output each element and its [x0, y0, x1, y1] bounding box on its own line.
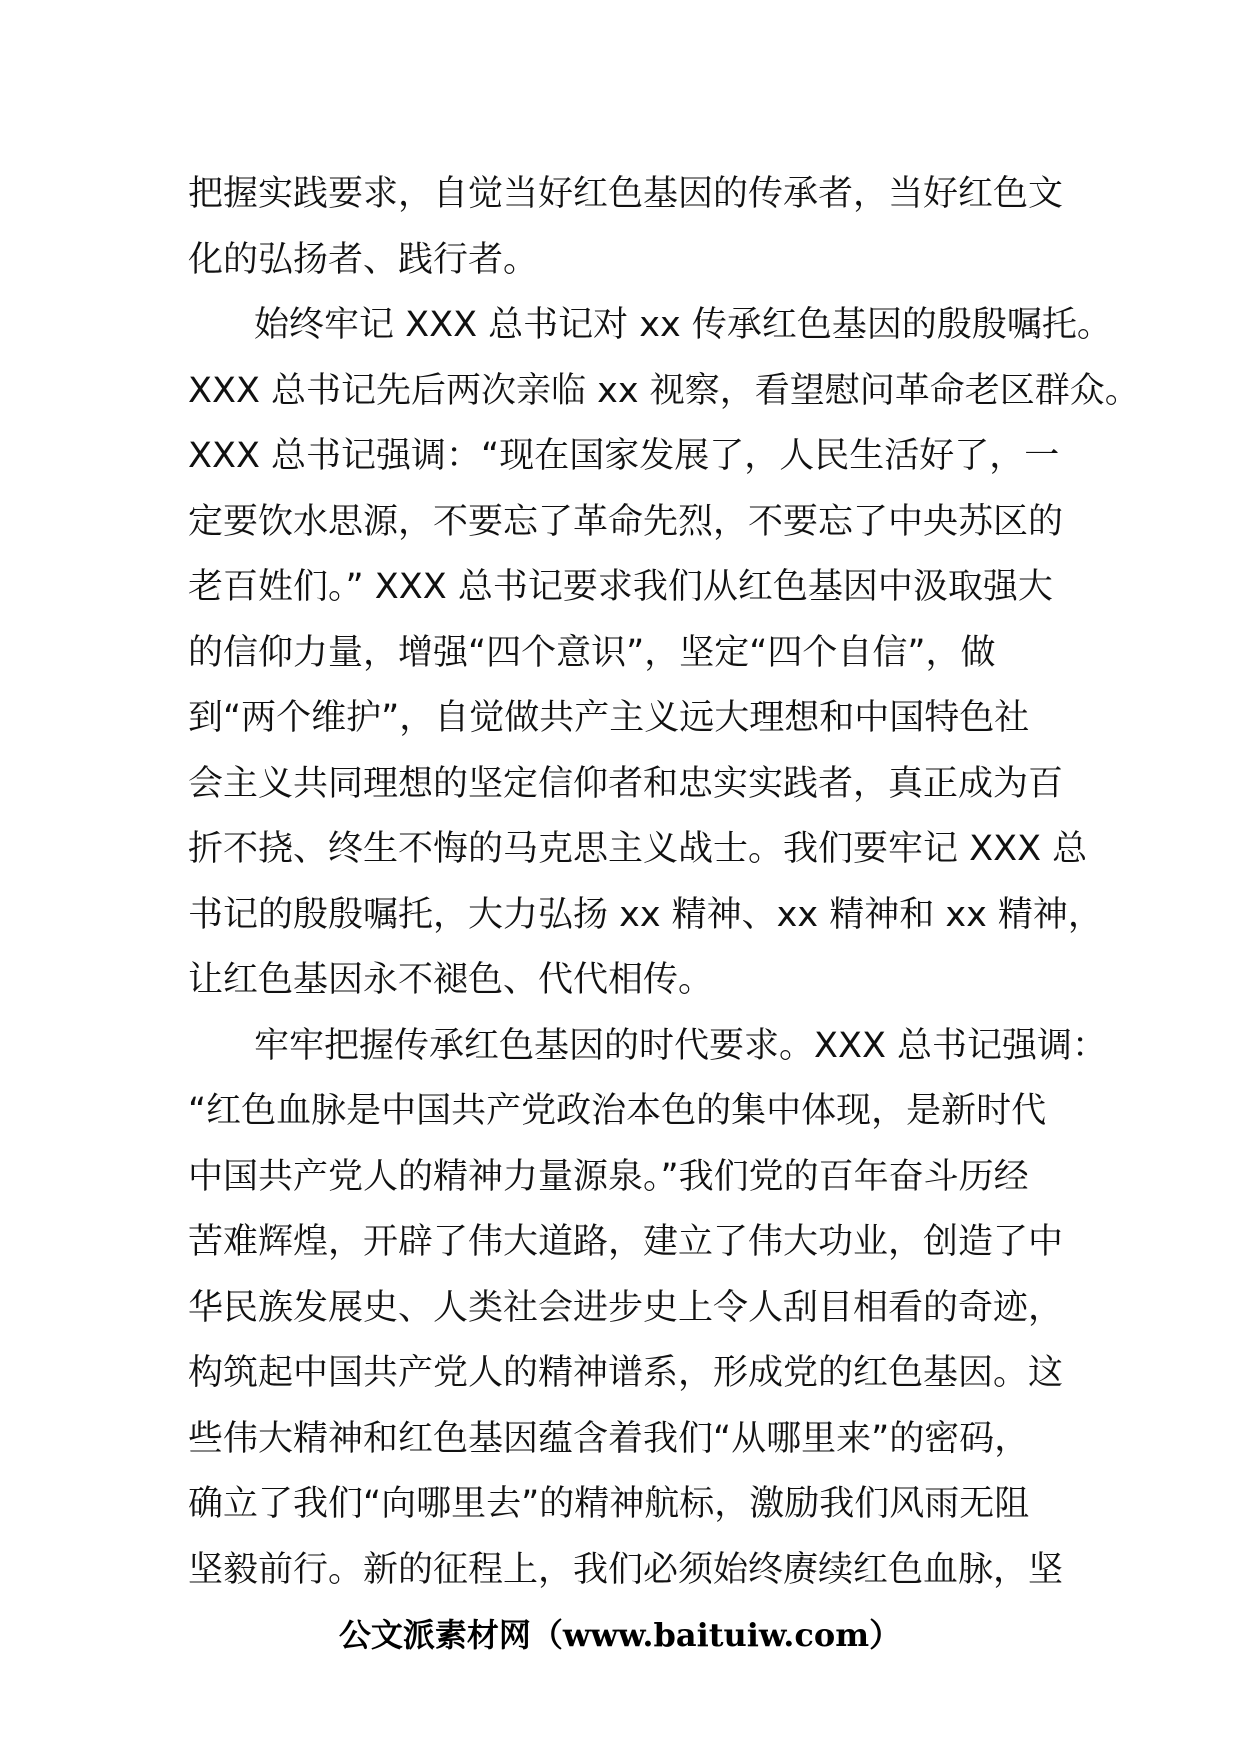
text-line: 确立了我们“向哪里去”的精神航标，激励我们风雨无阻	[188, 1484, 1030, 1524]
text-line: XXX 总书记先后两次亲临 xx 视察，看望慰问革命老区群众。	[188, 370, 1140, 411]
text-line: 折不挠、终生不悔的马克思主义战士。我们要牢记 XXX 总	[188, 829, 1088, 869]
text-line: 中国共产党人的精神力量源泉。”我们党的百年奋斗历经	[188, 1156, 1029, 1197]
text-line: XXX 总书记强调：“现在国家发展了，人民生活好了，一	[188, 436, 1060, 476]
text-line: 化的弘扬者、践行者。	[188, 239, 539, 280]
text-line: 华民族发展史、人类社会进步史上令人刮目相看的奇迹，	[188, 1287, 1064, 1328]
text-line: 构筑起中国共产党人的精神谱系，形成党的红色基因。这	[188, 1353, 1064, 1393]
text-line: 的信仰力量，增强“四个意识”，坚定“四个自信”，做	[188, 632, 996, 673]
text-line: 定要饮水思源，不要忘了革命先烈，不要忘了中央苏区的	[188, 501, 1064, 542]
text-line: 把握实践要求，自觉当好红色基因的传承者，当好红色文	[188, 174, 1064, 214]
text-line: 苦难辉煌，开辟了伟大道路，建立了伟大功业，创造了中	[188, 1222, 1064, 1262]
paragraph-start-line: 牢牢把握传承红色基因的时代要求。XXX 总书记强调：	[254, 1025, 1108, 1066]
text-line: 老百姓们。” XXX 总书记要求我们从红色基因中汲取强大	[188, 567, 1053, 607]
text-line: 让红色基因永不褪色、代代相传。	[188, 960, 714, 1000]
body-text	[188, 162, 1140, 1603]
paragraph-start-line: 始终牢记 XXX 总书记对 xx 传承红色基因的殷殷嘱托。	[254, 305, 1112, 345]
footer-watermark: 公文派素材网（www.baituiw.com）	[338, 1616, 902, 1654]
text-line: 坚毅前行。新的征程上，我们必须始终赓续红色血脉，坚	[188, 1549, 1064, 1590]
text-line: 会主义共同理想的坚定信仰者和忠实实践者，真正成为百	[188, 763, 1064, 804]
text-line: 到“两个维护”，自觉做共产主义远大理想和中国特色社	[188, 698, 1030, 738]
text-line: 些伟大精神和红色基因蕴含着我们“从哪里来”的密码，	[188, 1418, 1030, 1459]
text-line: “红色血脉是中国共产党政治本色的集中体现，是新时代	[188, 1091, 1047, 1131]
text-line: 书记的殷殷嘱托，大力弘扬 xx 精神、xx 精神和 xx 精神，	[188, 894, 1103, 935]
